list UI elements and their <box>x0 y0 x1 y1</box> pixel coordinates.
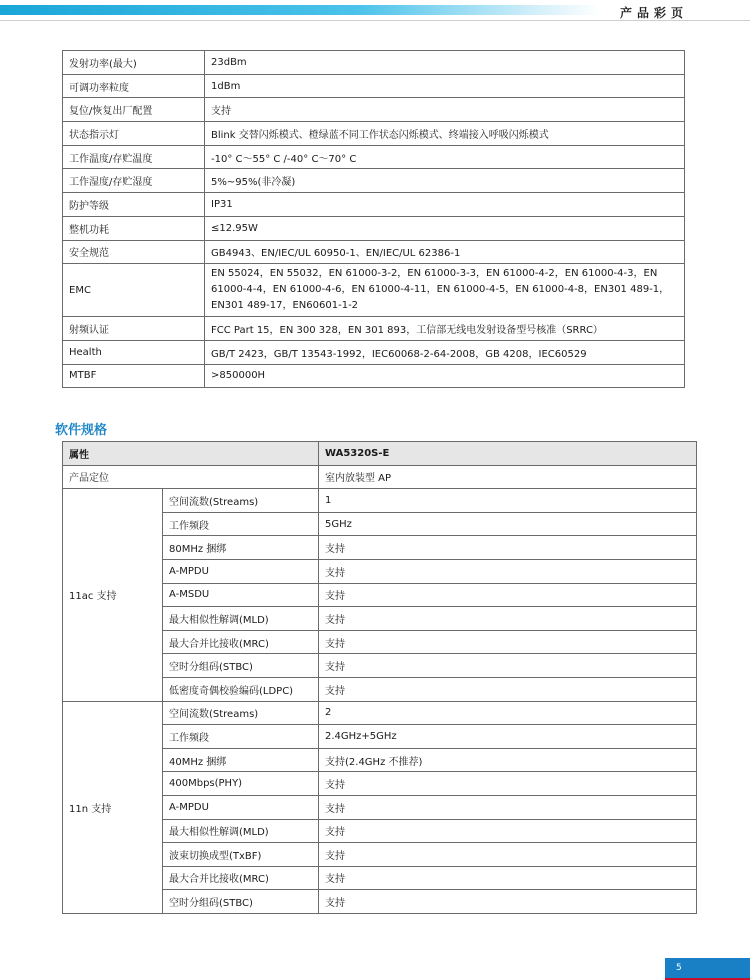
spec-key: 工作湿度/存贮湿度 <box>63 169 205 193</box>
table-row <box>63 122 685 146</box>
feature-value: 支持 <box>319 536 697 560</box>
spec-key: EMC <box>63 264 205 317</box>
spec-value: Blink 交替闪烁模式、橙绿蓝不同工作状态闪烁模式、终端接入呼吸闪烁模式 <box>205 122 685 146</box>
table-row <box>63 489 697 513</box>
spec-value: ≤12.95W <box>205 216 685 240</box>
table-row <box>63 74 685 98</box>
table-row <box>63 340 685 364</box>
feature-name: 80MHz 捆绑 <box>163 536 319 560</box>
table-row <box>63 317 685 341</box>
feature-name: 最大相似性解调(MLD) <box>163 607 319 631</box>
software-spec-table <box>62 441 697 914</box>
table-row <box>63 465 697 489</box>
spec-value: 23dBm <box>205 51 685 75</box>
spec-value: IP31 <box>205 193 685 217</box>
feature-value: 支持 <box>319 866 697 890</box>
feature-name: 400Mbps(PHY) <box>163 772 319 796</box>
spec-value: GB/T 2423，GB/T 13543-1992，IEC60068-2-64-2008，GB 4208，IEC60529 <box>205 340 685 364</box>
group-label-11ac: 11ac 支持 <box>63 489 163 701</box>
spec-key: 状态指示灯 <box>63 122 205 146</box>
table-row <box>63 364 685 388</box>
hardware-spec-table <box>62 50 685 388</box>
spec-value: 1dBm <box>205 74 685 98</box>
section-title: 软件规格 <box>55 423 108 438</box>
table-header-row <box>63 442 697 466</box>
feature-value: 支持 <box>319 559 697 583</box>
feature-name: A-MSDU <box>163 583 319 607</box>
table-row <box>63 98 685 122</box>
feature-value: 2 <box>319 701 697 725</box>
feature-name: 最大合并比接收(MRC) <box>163 630 319 654</box>
spec-key: 发射功率(最大) <box>63 51 205 75</box>
spec-value: EN 55024，EN 55032，EN 61000-3-2，EN 61000-3-3，EN 61000-4-2，EN 61000-4-3，EN 61000-4-4，EN 61000-4-6，EN 61000-4-11，EN 61000-4-5，EN 61000-4-8，EN301 489-1，EN301 489-17，EN60601-1-2 <box>205 264 685 317</box>
spec-value: 支持 <box>205 98 685 122</box>
feature-value: 2.4GHz+5GHz <box>319 725 697 749</box>
feature-name: A-MPDU <box>163 559 319 583</box>
feature-value: 支持 <box>319 607 697 631</box>
spec-key: 防护等级 <box>63 193 205 217</box>
positioning-label: 产品定位 <box>63 465 319 489</box>
feature-name: 低密度奇偶校验编码(LDPC) <box>163 677 319 701</box>
feature-name: 空间流数(Streams) <box>163 701 319 725</box>
feature-name: 波束切换成型(TxBF) <box>163 843 319 867</box>
table-row <box>63 51 685 75</box>
feature-name: 空时分组码(STBC) <box>163 654 319 678</box>
header-model: WA5320S-E <box>319 442 697 466</box>
header-attr: 属性 <box>63 442 319 466</box>
feature-name: 工作频段 <box>163 512 319 536</box>
feature-name: 最大相似性解调(MLD) <box>163 819 319 843</box>
table-row <box>63 145 685 169</box>
table-row <box>63 216 685 240</box>
feature-value: 5GHz <box>319 512 697 536</box>
feature-value: 支持 <box>319 795 697 819</box>
feature-value: 支持 <box>319 819 697 843</box>
spec-value: -10° C～55° C /-40° C～70° C <box>205 145 685 169</box>
feature-value: 支持 <box>319 630 697 654</box>
spec-key: Health <box>63 340 205 364</box>
table-row <box>63 240 685 264</box>
positioning-value: 室内放装型 AP <box>319 465 697 489</box>
spec-value: FCC Part 15，EN 300 328，EN 301 893，工信部无线电发射设备型号核准（SRRC） <box>205 317 685 341</box>
feature-name: 40MHz 捆绑 <box>163 748 319 772</box>
feature-value: 支持 <box>319 890 697 914</box>
spec-key: MTBF <box>63 364 205 388</box>
header-gradient-band <box>0 5 600 15</box>
table-row <box>63 701 697 725</box>
feature-value: 支持 <box>319 843 697 867</box>
page-number: 5 <box>676 963 682 973</box>
feature-value: 支持(2.4GHz 不推荐) <box>319 748 697 772</box>
spec-key: 可调功率粒度 <box>63 74 205 98</box>
feature-value: 支持 <box>319 654 697 678</box>
page-header <box>0 0 750 26</box>
feature-value: 1 <box>319 489 697 513</box>
spec-value: >850000H <box>205 364 685 388</box>
feature-name: 工作频段 <box>163 725 319 749</box>
spec-key: 工作温度/存贮温度 <box>63 145 205 169</box>
feature-value: 支持 <box>319 583 697 607</box>
spec-key: 复位/恢复出厂配置 <box>63 98 205 122</box>
spec-key: 整机功耗 <box>63 216 205 240</box>
feature-value: 支持 <box>319 677 697 701</box>
feature-name: 空时分组码(STBC) <box>163 890 319 914</box>
feature-value: 支持 <box>319 772 697 796</box>
feature-name: 空间流数(Streams) <box>163 489 319 513</box>
table-row <box>63 193 685 217</box>
header-label: 产品彩页 <box>619 6 688 20</box>
group-label-11n: 11n 支持 <box>63 701 163 913</box>
table-row <box>63 264 685 317</box>
page-number-tab <box>665 958 750 980</box>
feature-name: A-MPDU <box>163 795 319 819</box>
spec-key: 安全规范 <box>63 240 205 264</box>
spec-key: 射频认证 <box>63 317 205 341</box>
spec-value: GB4943、EN/IEC/UL 60950-1、EN/IEC/UL 62386-1 <box>205 240 685 264</box>
table-row <box>63 169 685 193</box>
feature-name: 最大合并比接收(MRC) <box>163 866 319 890</box>
spec-value: 5%~95%(非冷凝) <box>205 169 685 193</box>
